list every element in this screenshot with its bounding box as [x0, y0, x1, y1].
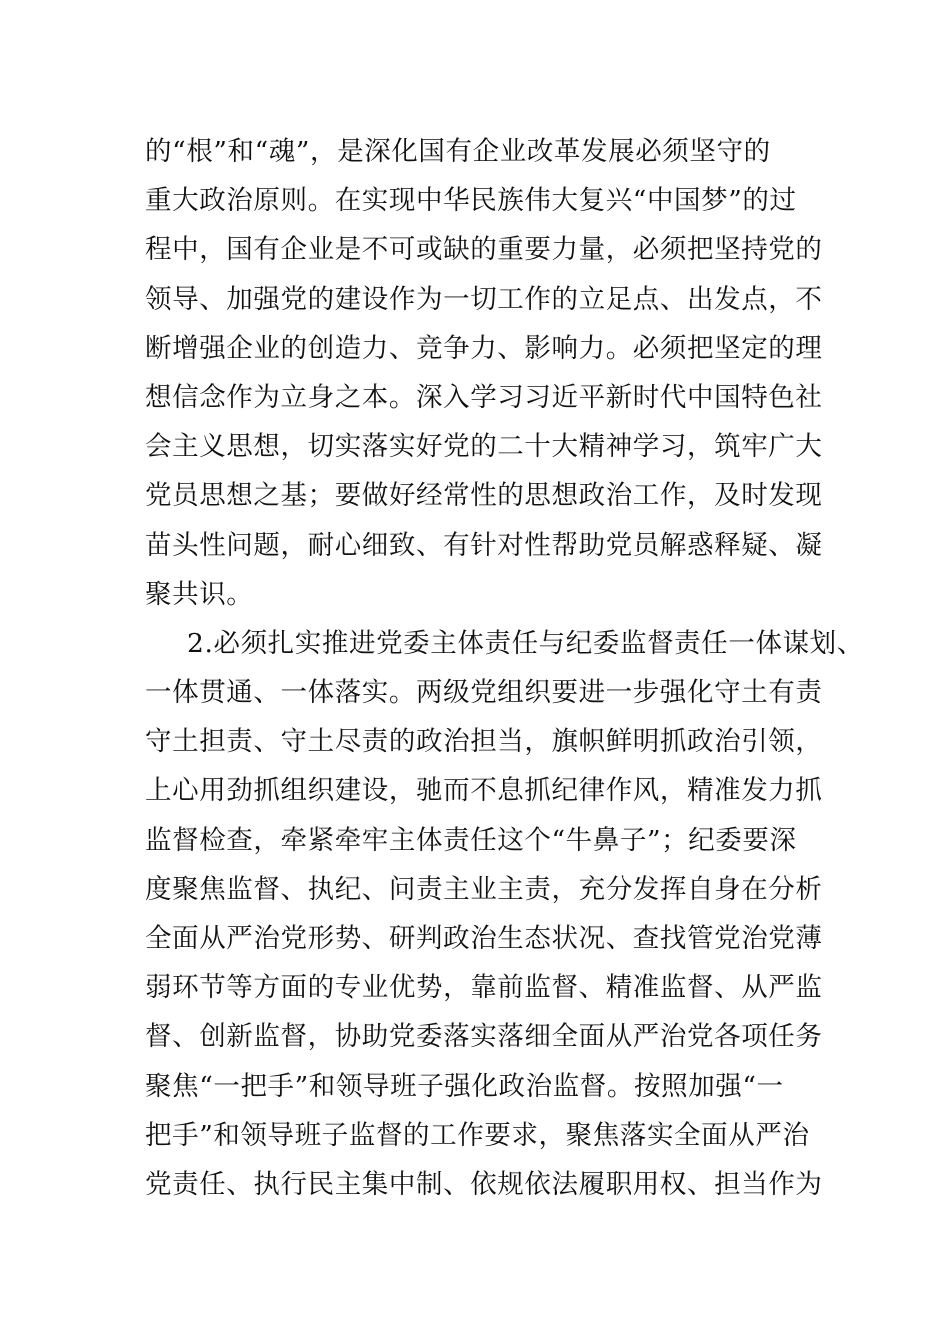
text-line-9: 苗头性问题，耐心细致、有针对性帮助党员解惑释疑、凝: [145, 529, 823, 561]
text-line-20: 聚焦“一把手”和领导班子强化政治监督。按照加强“一: [145, 1070, 784, 1102]
text-line-10: 聚共识。: [145, 578, 254, 610]
text-line-7: 会主义思想，切实落实好党的二十大精神学习，筑牢广大: [145, 431, 823, 463]
text-line-21: 把手”和领导班子监督的工作要求，聚焦落实全面从严治: [145, 1119, 810, 1151]
text-line-13: 守土担责、守土尽责的政治担当，旗帜鲜明抓政治引领，: [145, 726, 823, 758]
text-line-2: 重大政治原则。在实现中华民族伟大复兴“中国梦”的过: [145, 185, 797, 217]
text-line-14: 上心用劲抓组织建设，驰而不息抓纪律作风，精准发力抓: [145, 775, 823, 807]
text-line-4: 领导、加强党的建设作为一切工作的立足点、出发点，不: [145, 283, 823, 315]
text-line-17: 全面从严治党形势、研判政治生态状况、查找管党治党薄: [145, 923, 823, 954]
paragraph-2-first-line: 2.必须扎实推进党委主体责任与纪委监督责任一体谋划、: [187, 627, 864, 659]
text-line-1: 的“根”和“魂”，是深化国有企业改革发展必须坚守的: [145, 136, 771, 167]
text-line-8: 党员思想之基；要做好经常性的思想政治工作，及时发现: [145, 480, 823, 512]
text-line-18: 弱环节等方面的专业优势，靠前监督、精准监督、从严监: [145, 972, 823, 1004]
text-line-12: 一体贯通、一体落实。两级党组织要进一步强化守土有责: [145, 677, 823, 709]
text-line-3: 程中，国有企业是不可或缺的重要力量，必须把坚持党的: [145, 234, 823, 266]
text-line-15: 监督检查，牵紧牵牢主体责任这个“牛鼻子”；纪委要深: [145, 824, 797, 856]
text-line-6: 想信念作为立身之本。深入学习习近平新时代中国特色社: [145, 381, 823, 413]
text-line-22: 党责任、执行民主集中制、依规依法履职用权、担当作为: [145, 1168, 823, 1200]
text-line-16: 度聚焦监督、执纪、问责主业主责，充分发挥自身在分析: [145, 873, 823, 905]
body-text: [145, 127, 864, 1209]
text-line-19: 督、创新监督，协助党委落实落细全面从严治党各项任务: [145, 1021, 823, 1053]
text-line-5: 断增强企业的创造力、竞争力、影响力。必须把坚定的理: [145, 332, 823, 364]
